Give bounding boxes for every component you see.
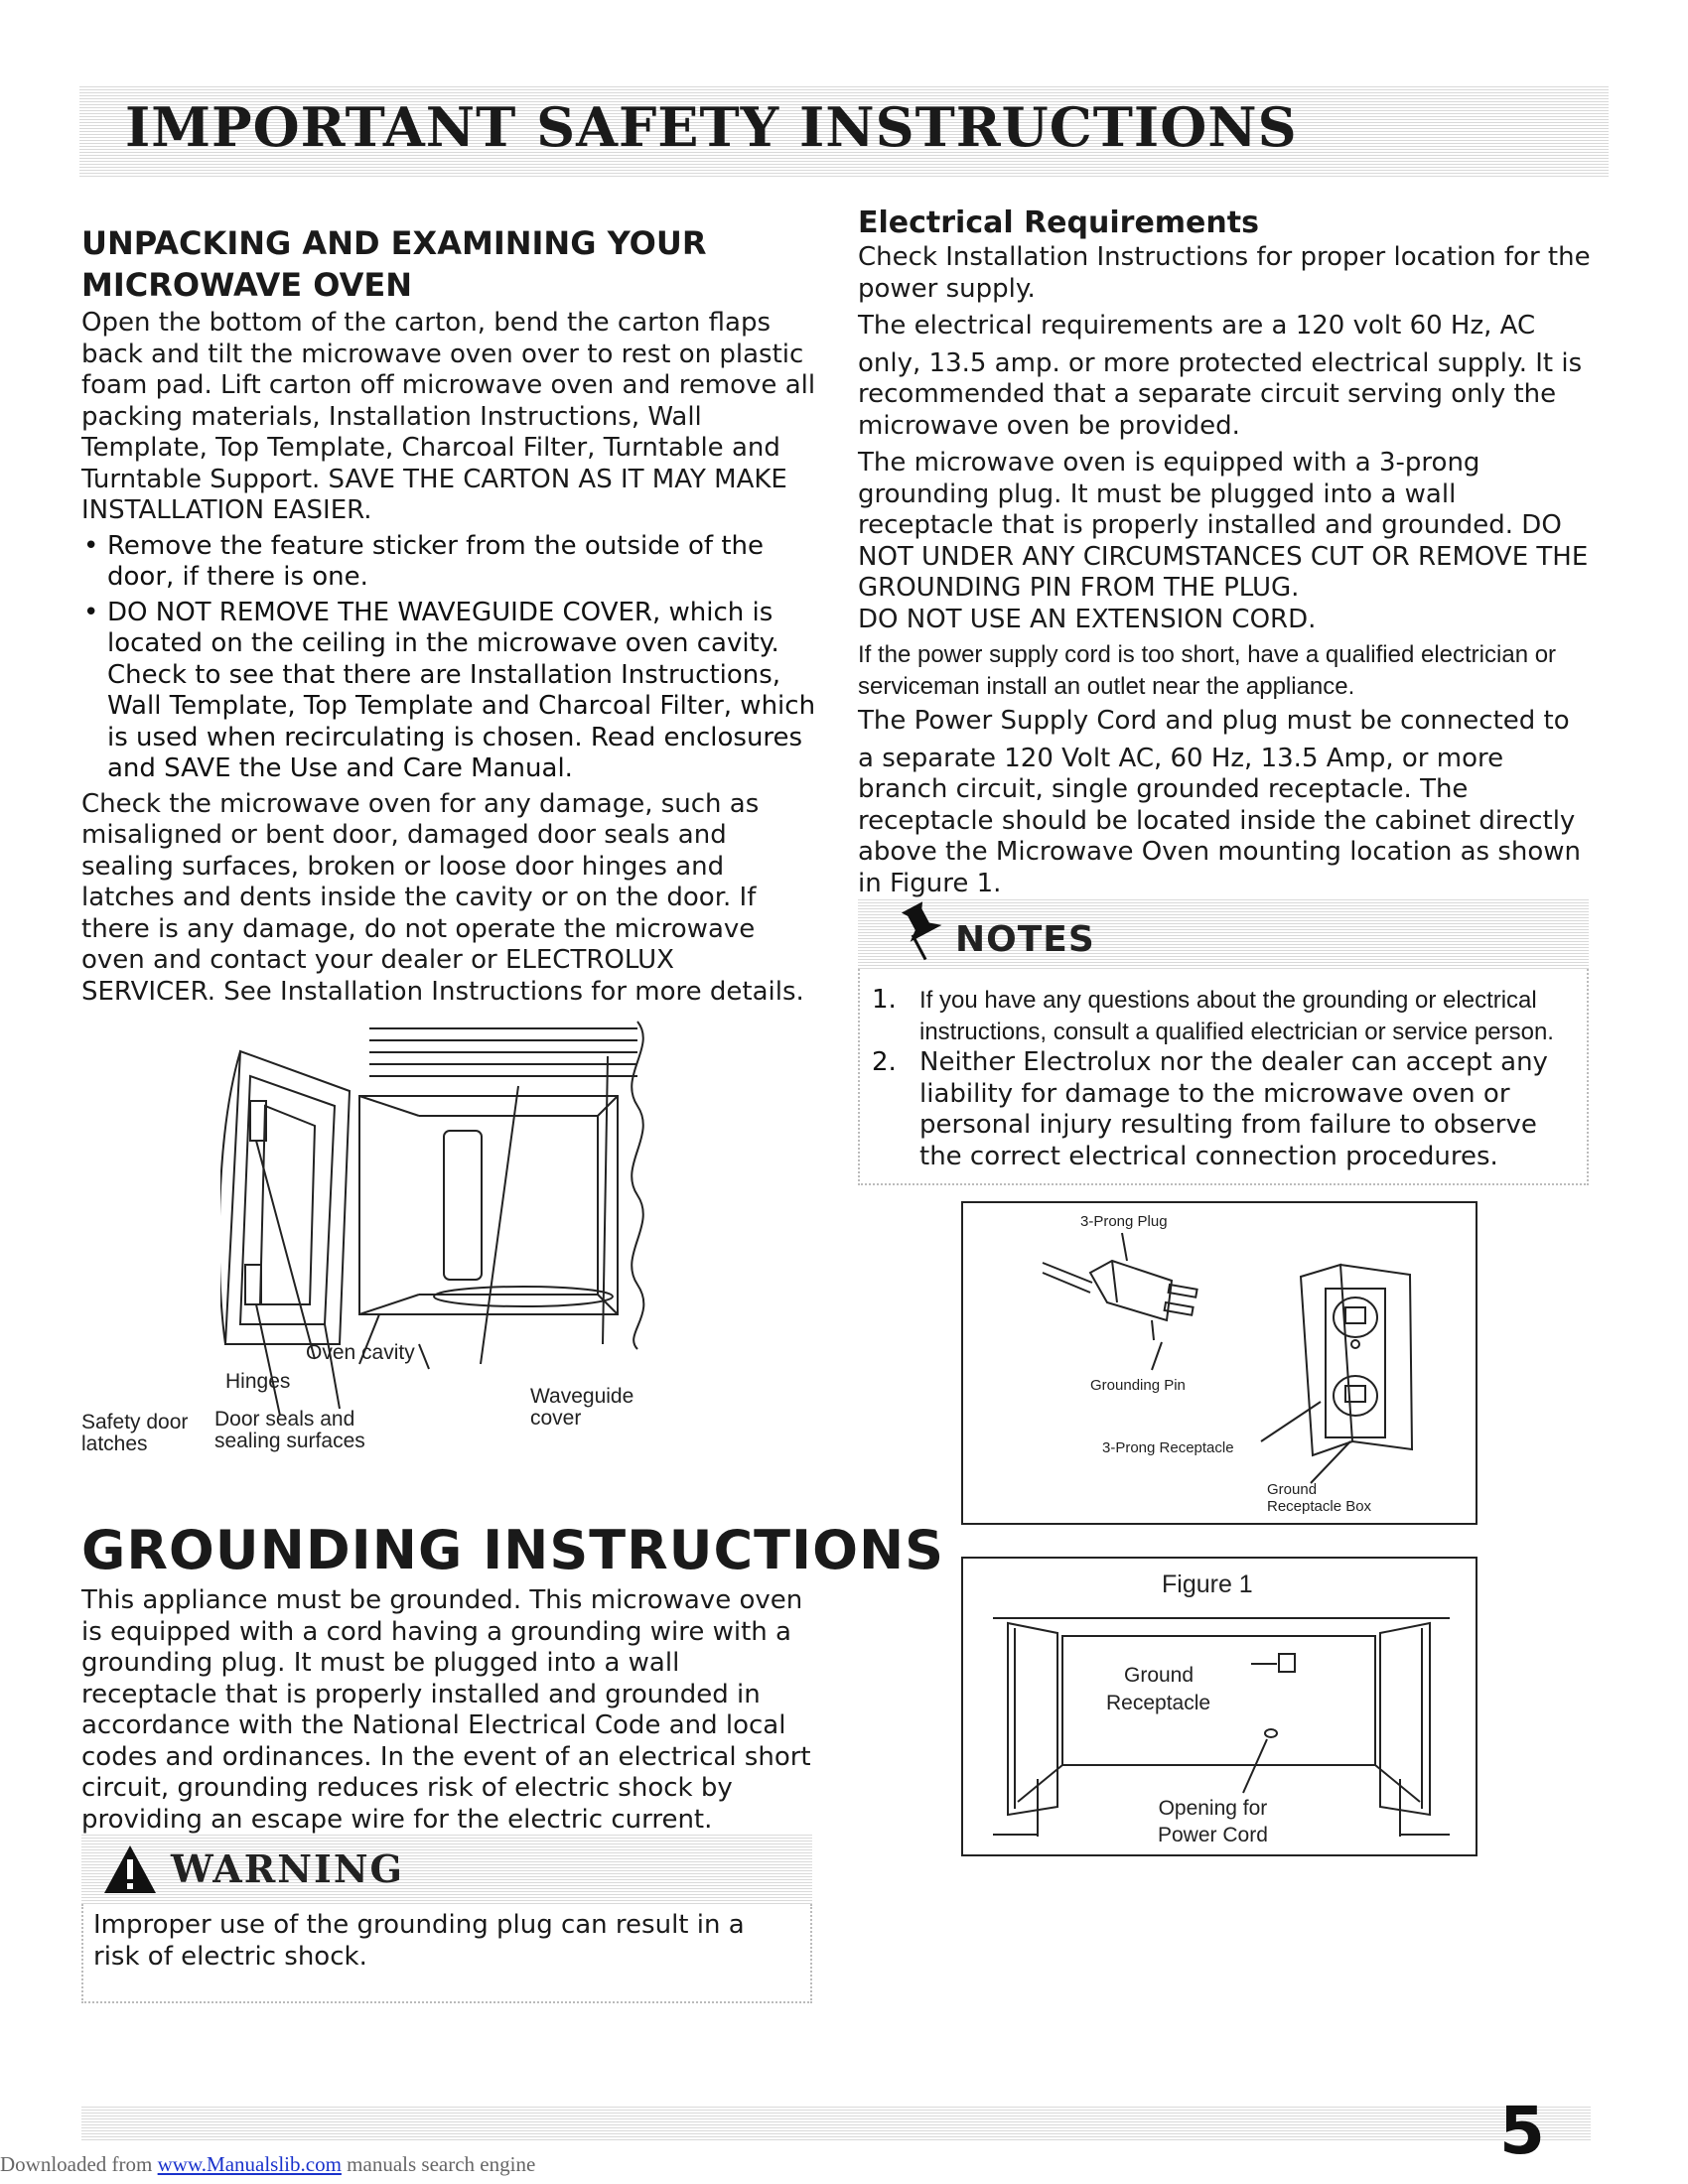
unpacking-bullets <box>81 531 816 785</box>
electrical-paragraph-3: only, 13.5 amp. or more protected electrical supply. It is recommended that a separate circuit serving only the microwave oven be provided. <box>858 347 1583 441</box>
electrical-paragraph-1: Check Installation Instructions for proper location for the power supply. <box>858 242 1591 304</box>
plug-drawing <box>963 1203 1476 1523</box>
grounding-section <box>81 1585 816 1836</box>
electrical-section <box>858 205 1593 899</box>
warning-triangle-icon <box>101 1843 159 1896</box>
safety-latches-label-line2: latches <box>81 1433 148 1455</box>
receptacle-label: 3-Prong Receptacle <box>1102 1439 1234 1456</box>
page-number: 5 <box>1499 2093 1545 2169</box>
electrical-paragraph-8: a separate 120 Volt AC, 60 Hz, 13.5 Amp, or more branch circuit, single grounded receptacle. The receptacle should be located inside the cabinet directly above the Microwave Oven mounting location as shown in Figure 1. <box>858 743 1582 898</box>
door-seals-label-line1: Door seals and <box>214 1408 355 1431</box>
header-banner <box>79 85 1609 177</box>
unpacking-heading <box>81 222 816 306</box>
electrical-heading: Electrical Requirements <box>858 205 1259 240</box>
warning-body <box>81 1904 812 2003</box>
list-item <box>872 1047 1577 1172</box>
ground-receptacle-label-line1: Ground <box>1124 1664 1195 1687</box>
downloaded-from-text <box>0 2152 535 2177</box>
waveguide-label <box>530 1386 633 1430</box>
warning-bar <box>81 1835 812 1904</box>
notes-list <box>872 985 1577 1172</box>
unpacking-paragraph-1: Open the bottom of the carton, bend the carton flaps back and tilt the microwave oven over to rest on plastic foam pad. Lift carton off microwave oven and remove all packing materials, Installation Instructions, Wall Template, Top Template, Charcoal Filter, Turntable and Turntable Support. SAVE THE CARTON AS IT MAY MAKE INSTALLATION EASIER. <box>81 308 816 525</box>
waveguide-label-line1: Waveguide <box>530 1385 634 1408</box>
page-title: IMPORTANT SAFETY INSTRUCTIONS <box>125 95 1298 159</box>
safety-latches-label-line1: Safety door <box>81 1411 189 1433</box>
footer-stripe <box>81 2107 1591 2140</box>
oven-diagram <box>81 1017 657 1455</box>
unpacking-heading-line1: UNPACKING AND EXAMINING YOUR <box>81 224 707 262</box>
list-item <box>872 985 1577 1047</box>
opening-power-cord-label <box>1158 1795 1268 1848</box>
note-text: Neither Electrolux nor the dealer can accept any liability for damage to the microwave oven or personal injury resulting from failure to observe the correct electrical connection procedures. <box>919 1047 1548 1171</box>
ground-box-label <box>1267 1481 1371 1515</box>
opening-power-cord-label-line2: Power Cord <box>1158 1824 1268 1846</box>
note-text: If you have any questions about the grounding or electrical instructions, consult a qualified electrician or service person. <box>919 987 1554 1045</box>
unpacking-paragraph-2: Check the microwave oven for any damage, such as misaligned or bent door, damaged door seals and sealing surfaces, broken or loose door hinges and latches and dents inside the cavity or on the door. If there is any damage, do not operate the microwave oven and contact your dealer or ELECTROLUX SERVICER. See Installation Instructions for more details. <box>81 788 804 1007</box>
list-item: • DO NOT REMOVE THE WAVEGUIDE COVER, which is located on the ceiling in the microwave oven cavity. Check to see that there are Installation Instructions, Wall Template, Top Template and Charcoal Filter, which is used when recirculating is chosen. Read enclosures and SAVE the Use and Care Manual. <box>81 598 816 785</box>
ground-box-label-line2: Receptacle Box <box>1267 1498 1372 1515</box>
warning-box <box>81 1835 812 2003</box>
note-number: 2. <box>872 1047 897 1077</box>
grounding-pin-label: Grounding Pin <box>1090 1377 1186 1394</box>
ground-box-label-line1: Ground <box>1267 1481 1318 1498</box>
door-seals-label <box>214 1409 365 1452</box>
manualslib-link[interactable]: www.Manualslib.com <box>157 2152 342 2176</box>
electrical-paragraph-2: The electrical requirements are a 120 volt 60 Hz, AC <box>858 311 1536 341</box>
hinges-label: Hinges <box>225 1370 291 1393</box>
note-number: 1. <box>872 985 897 1015</box>
notes-box <box>858 897 1589 1185</box>
opening-power-cord-label-line1: Opening for <box>1158 1797 1268 1820</box>
grounding-title: GROUNDING INSTRUCTIONS <box>81 1519 945 1581</box>
plug-diagram <box>961 1201 1477 1525</box>
plug-label: 3-Prong Plug <box>1080 1213 1168 1230</box>
pushpin-icon <box>898 901 951 965</box>
unpacking-section <box>81 222 816 1008</box>
electrical-paragraph-7: The Power Supply Cord and plug must be connected to <box>858 706 1570 736</box>
electrical-paragraph-4: The microwave oven is equipped with a 3-prong grounding plug. It must be plugged into a wall receptacle that is properly installed and grounded. DO NOT UNDER ANY CIRCUMSTANCES CUT OR REMOVE THE GROUNDING PIN FROM THE PLUG. <box>858 448 1589 603</box>
ground-receptacle-label-line2: Receptacle <box>1106 1692 1211 1714</box>
waveguide-label-line2: cover <box>530 1407 582 1430</box>
notes-label: NOTES <box>955 919 1095 960</box>
oven-cavity-label: Oven cavity <box>306 1341 415 1364</box>
downloaded-tagline: manuals search engine <box>341 2152 536 2176</box>
safety-latches-label <box>81 1412 188 1455</box>
ground-receptacle-label <box>1106 1662 1211 1717</box>
door-seals-label-line2: sealing surfaces <box>214 1430 365 1452</box>
figure-1 <box>961 1557 1477 1856</box>
warning-label: WARNING <box>171 1846 405 1891</box>
electrical-paragraph-6: If the power supply cord is too short, have a qualified electrician or serviceman install an outlet near the appliance. <box>858 641 1557 700</box>
notes-bar <box>858 897 1589 969</box>
electrical-paragraph-5: DO NOT USE AN EXTENSION CORD. <box>858 604 1317 634</box>
figure-1-title: Figure 1 <box>1162 1570 1253 1598</box>
grounding-paragraph: This appliance must be grounded. This microwave oven is equipped with a cord having a grounding wire with a grounding plug. It must be plugged into a wall receptacle that is properly installed and grounded in accordance with the National Electrical Code and local codes and ordinances. In the event of an electrical short circuit, grounding reduces risk of electric shock by providing an escape wire for the electric current. <box>81 1585 811 1835</box>
downloaded-prefix: Downloaded from <box>0 2152 158 2176</box>
unpacking-heading-line2: MICROWAVE OVEN <box>81 266 413 304</box>
warning-text: Improper use of the grounding plug can result in a risk of electric shock. <box>93 1910 745 1972</box>
list-item: • Remove the feature sticker from the outside of the door, if there is one. <box>81 531 816 594</box>
